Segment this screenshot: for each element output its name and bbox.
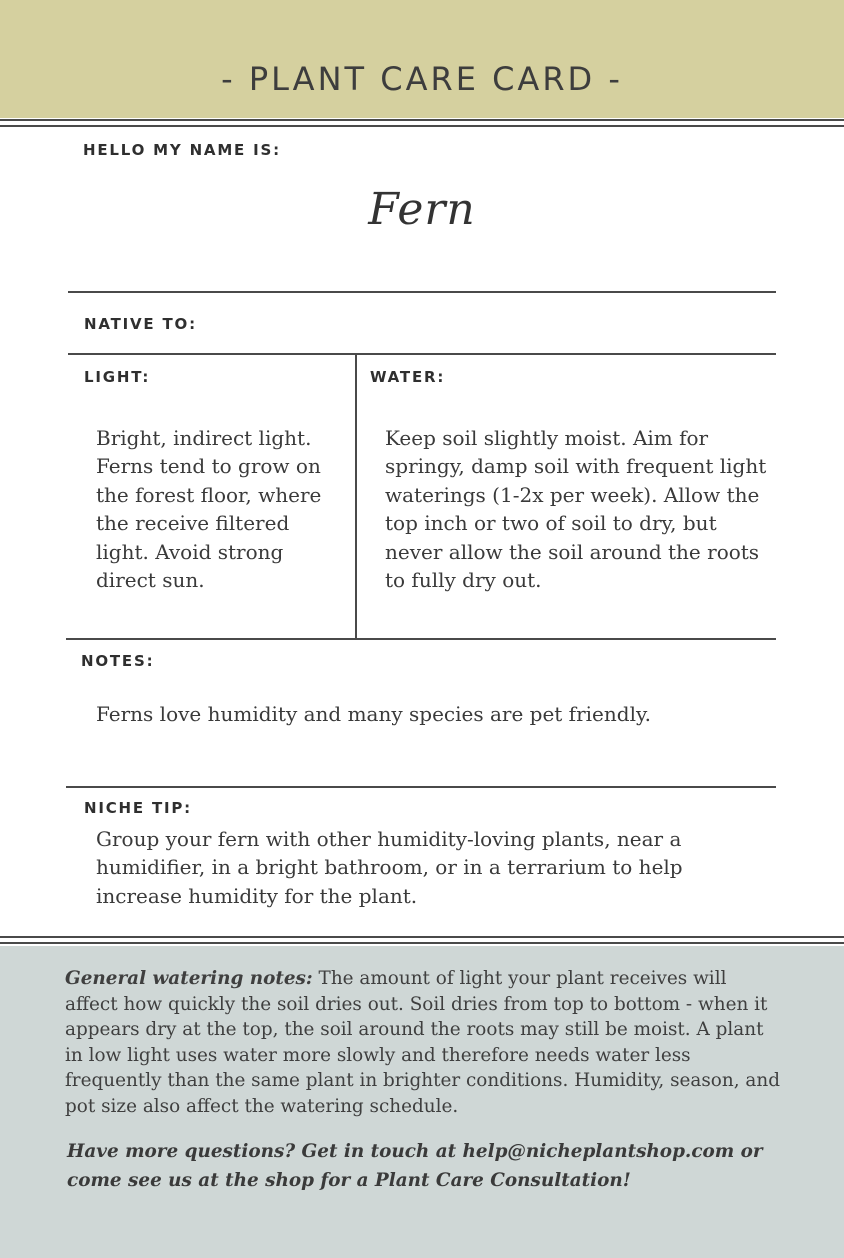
native-label: NATIVE TO: — [84, 315, 197, 333]
header-divider-bottom — [0, 125, 844, 127]
name-label: HELLO MY NAME IS: — [83, 141, 281, 159]
notes-label: NOTES: — [81, 652, 155, 670]
notes-text: Ferns love humidity and many species are pet friendly. — [96, 702, 651, 726]
divider-after-name — [68, 291, 776, 293]
plant-name: Fern — [368, 184, 476, 235]
column-divider — [355, 354, 357, 639]
card-title: - PLANT CARE CARD - — [221, 60, 623, 98]
footer-panel — [0, 946, 844, 1258]
tip-label: NICHE TIP: — [84, 799, 192, 817]
footer-divider-bottom — [0, 942, 844, 944]
watering-notes-heading: General watering notes: — [65, 968, 313, 989]
divider-after-notes — [66, 786, 776, 788]
contact-note: Have more questions? Get in touch at help@nicheplantshop.com or come see us at the shop for a Plant Care Consultation! — [67, 1141, 763, 1191]
header-divider-top — [0, 119, 844, 121]
header-banner — [0, 0, 844, 118]
water-label: WATER: — [370, 368, 446, 386]
tip-text: Group your fern with other humidity-loving plants, near a humidifier, in a bright bathroom, or in a terrarium to help increase humidity for the plant. — [96, 827, 683, 908]
light-text: Bright, indirect light. Ferns tend to grow on the forest floor, where the receive filtered light. Avoid strong direct sun. — [96, 426, 322, 593]
footer-divider-top — [0, 936, 844, 938]
watering-notes — [65, 966, 783, 1120]
water-text: Keep soil slightly moist. Aim for springy, damp soil with frequent light waterings (1-2x per week). Allow the top inch or two of soil to dry, but never allow the soil around the roots to fully dry out. — [385, 426, 767, 593]
divider-after-native — [68, 353, 776, 355]
light-label: LIGHT: — [84, 368, 151, 386]
divider-after-columns — [66, 638, 776, 640]
watering-notes-body: The amount of light your plant receives will affect how quickly the soil dries out. Soil dries from top to bottom - when it appears dry at the top, the soil around the roots may still be moist. A plant in low light uses water more slowly and therefore needs water less frequently than the same plant in brighter conditions. Humidity, season, and pot size also affect the watering schedule. — [65, 968, 780, 1117]
